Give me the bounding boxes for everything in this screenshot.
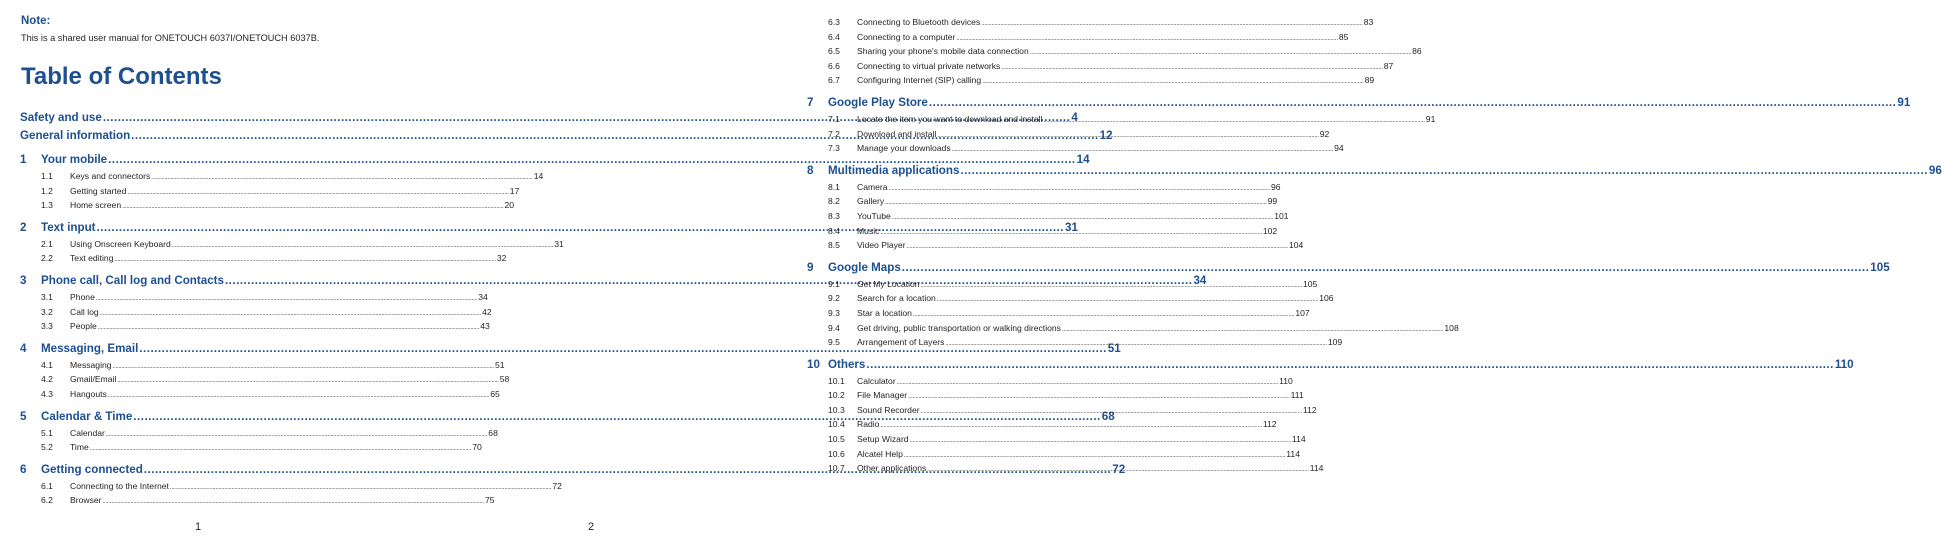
toc-entry-page: 32	[496, 253, 507, 264]
toc-entry-label: Calendar & Time	[41, 409, 133, 423]
dot-leader	[892, 211, 1273, 226]
toc-entry-page: 107	[1295, 307, 1310, 318]
toc-entry-page: 106	[1319, 293, 1334, 304]
toc-subentry[interactable]	[20, 237, 564, 252]
dot-leader	[981, 17, 1362, 32]
toc-entry-label: Google Maps	[828, 260, 901, 274]
toc-entry-page: 104	[1289, 240, 1304, 251]
toc-subentry[interactable]	[807, 59, 1394, 74]
toc-entry-number: 4.3	[41, 388, 53, 399]
dot-leader	[927, 463, 1308, 478]
note-title: Note:	[21, 15, 51, 27]
toc-entry-number: 10.1	[828, 375, 845, 386]
toc-entry-label: Star a location	[857, 307, 912, 318]
toc-entry-number: 9.4	[828, 322, 840, 333]
toc-subentry[interactable]	[807, 306, 1310, 321]
toc-entry-label: Getting started	[70, 185, 127, 196]
toc-entry-label: Phone call, Call log and Contacts	[41, 273, 224, 287]
toc-entry-page: 108	[1444, 322, 1459, 333]
toc-entry-number: 1.3	[41, 200, 53, 211]
toc-subentry[interactable]	[20, 372, 510, 387]
dot-leader	[1062, 323, 1443, 338]
dot-leader	[885, 196, 1266, 211]
toc-entry-page: 102	[1262, 225, 1278, 236]
toc-entry-page: 42	[482, 306, 492, 317]
toc-subentry[interactable]	[807, 209, 1289, 224]
toc-entry-page: 12	[1099, 129, 1113, 142]
toc-entry-number: 10.5	[828, 434, 845, 445]
dot-leader	[1043, 114, 1424, 129]
toc-entry-label: Phone	[70, 291, 95, 302]
toc-entry-number: 7.2	[828, 128, 840, 139]
toc-entry-number: 8.2	[828, 196, 840, 207]
toc-entry-number: 3.3	[41, 321, 53, 332]
toc-entry-number: 10.7	[828, 463, 845, 474]
dot-leader	[1001, 61, 1382, 76]
toc-entry-label: Alcatel Help	[857, 448, 903, 459]
toc-entry-label: Calculator	[857, 375, 896, 386]
toc-subentry[interactable]	[20, 440, 482, 455]
dot-leader	[937, 293, 1318, 308]
toc-entry-label: Using Onscreen Keyboard	[70, 238, 171, 249]
dot-leader	[910, 434, 1291, 449]
toc-entry-label: Messaging	[70, 359, 112, 370]
toc-entry-number: 5.2	[41, 442, 53, 453]
toc-entry-number: 4.2	[41, 374, 53, 385]
toc-entry-page: 65	[490, 388, 500, 399]
toc-entry-page: 114	[1309, 463, 1324, 474]
toc-chapter-entry[interactable]	[807, 259, 1890, 277]
toc-entry-number: 9.1	[828, 278, 840, 289]
toc-entry-label: Time	[70, 442, 89, 453]
toc-entry-number: 5	[20, 409, 27, 423]
toc-entry-label: Messaging, Email	[41, 341, 139, 355]
toc-entry-label: Others	[828, 357, 866, 371]
toc-chapter-entry[interactable]	[807, 94, 1911, 112]
page-number: 2	[588, 521, 595, 533]
toc-entry-label: Gmail/Email	[70, 374, 117, 385]
dot-leader	[952, 143, 1333, 158]
dot-leader	[937, 129, 1318, 144]
toc-entry-number: 10.2	[828, 390, 845, 401]
toc-entry-page: 109	[1327, 337, 1343, 348]
toc-subentry[interactable]	[20, 169, 544, 184]
toc-subentry[interactable]	[20, 493, 495, 508]
toc-entry-label: Your mobile	[41, 153, 108, 166]
toc-subentry[interactable]	[807, 238, 1304, 253]
toc-entry-page: 114	[1292, 434, 1306, 445]
toc-entry-page: 110	[1834, 357, 1854, 371]
toc-entry-number: 9	[807, 260, 814, 274]
toc-entry-label: Getting connected	[41, 462, 143, 476]
toc-subentry[interactable]	[807, 461, 1324, 476]
toc-entry-number: 7.1	[828, 113, 840, 124]
toc-subentry[interactable]	[807, 73, 1375, 88]
toc-entry-number: 7	[807, 95, 814, 109]
toc-entry-page: 43	[480, 321, 490, 332]
toc-entry-label: Calendar	[70, 427, 105, 438]
toc-entry-page: 105	[1303, 278, 1318, 289]
toc-entry-page: 92	[1319, 128, 1330, 139]
toc-subentry[interactable]	[807, 44, 1422, 59]
toc-entry-label: Keys and connectors	[70, 171, 151, 181]
toc-entry-page: 96	[1271, 181, 1281, 192]
toc-subentry[interactable]	[807, 127, 1330, 142]
toc-entry-label: Get driving, public transportation or walking directions	[857, 322, 1061, 333]
toc-entry-label: Safety and use	[20, 111, 102, 124]
toc-entry-number: 6.3	[828, 17, 840, 27]
toc-entry-label: Sharing your phone's mobile data connection	[857, 46, 1029, 57]
page-number: 1	[195, 521, 202, 533]
dot-leader	[889, 182, 1270, 197]
toc-entry-number: 6.2	[41, 495, 53, 506]
toc-entry-number: 8.4	[828, 225, 840, 236]
toc-subentry[interactable]	[20, 290, 488, 305]
dot-leader	[902, 259, 1870, 277]
note-text: This is a shared user manual for ONETOUCH 6037I/ONETOUCH 6037B.	[21, 33, 320, 43]
toc-entry-page: 94	[1334, 143, 1344, 154]
toc-entry-page: 105	[1870, 260, 1890, 274]
toc-entry-label: Camera	[857, 181, 888, 192]
toc-subentry[interactable]	[807, 447, 1300, 462]
toc-entry-number: 6.6	[828, 60, 840, 71]
toc-entry-page: 89	[1364, 75, 1375, 86]
toc-entry-page: 96	[1928, 163, 1942, 177]
toc-subentry[interactable]	[807, 194, 1278, 209]
toc-subentry[interactable]	[807, 291, 1334, 306]
toc-subentry[interactable]	[807, 224, 1278, 239]
dot-leader	[908, 390, 1289, 405]
toc-subentry[interactable]	[807, 321, 1459, 336]
toc-entry-page: 112	[1303, 404, 1317, 415]
toc-entry-page: 20	[504, 200, 515, 211]
toc-subentry[interactable]	[807, 403, 1317, 418]
toc-entry-label: Text editing	[70, 253, 114, 264]
toc-entry-number: 10	[807, 357, 820, 371]
toc-subentry[interactable]	[807, 112, 1436, 127]
toc-subentry[interactable]	[807, 141, 1344, 156]
toc-entry-page: 114	[1286, 448, 1300, 459]
toc-subentry[interactable]	[20, 426, 498, 441]
toc-entry-label: Search for a location	[857, 293, 936, 304]
dot-leader	[904, 449, 1285, 464]
toc-entry-number: 8.1	[828, 181, 840, 192]
toc-subentry[interactable]	[20, 319, 490, 334]
toc-entry-label: Get My Location	[857, 278, 920, 289]
toc-entry-number: 1.1	[41, 171, 53, 181]
toc-subentry[interactable]	[20, 184, 520, 199]
dot-leader	[880, 419, 1261, 434]
toc-entry-number: 2.1	[41, 238, 53, 249]
toc-subentry[interactable]	[20, 251, 507, 266]
toc-entry-number: 7.3	[828, 143, 840, 154]
toc-subentry[interactable]	[807, 432, 1306, 447]
toc-entry-label: General information	[20, 129, 131, 142]
toc-entry-number: 6.7	[828, 75, 840, 86]
toc-chapter-entry[interactable]	[807, 356, 1854, 374]
toc-entry-page: 99	[1267, 196, 1278, 207]
toc-entry-label: File Manager	[857, 390, 908, 401]
dot-leader	[1030, 46, 1411, 61]
toc-entry-page: 34	[1193, 273, 1207, 287]
toc-subentry[interactable]	[807, 30, 1349, 45]
toc-entry-label: Text input	[41, 220, 96, 234]
toc-entry-label: Browser	[70, 495, 102, 506]
toc-entry-label: Arrangement of Layers	[857, 337, 945, 348]
dot-leader	[982, 75, 1363, 90]
dot-leader	[945, 337, 1326, 352]
toc-subentry[interactable]	[807, 15, 1374, 30]
toc-entry-label: Home screen	[70, 200, 122, 211]
toc-entry-number: 2	[20, 220, 27, 234]
toc-entry-label: Connecting to a computer	[857, 31, 956, 42]
toc-entry-label: Setup Wizard	[857, 434, 909, 445]
toc-entry-page: 72	[552, 480, 562, 491]
toc-entry-page: 85	[1338, 31, 1349, 42]
toc-subentry[interactable]	[807, 417, 1277, 432]
toc-entry-label: Other applications	[857, 463, 927, 474]
toc-entry-page: 58	[499, 374, 510, 385]
toc-title: Table of Contents	[21, 63, 222, 90]
toc-entry-page: 4	[1071, 111, 1078, 124]
toc-chapter-entry[interactable]	[807, 162, 1942, 180]
toc-entry-label: Video Player	[857, 240, 906, 251]
toc-subentry[interactable]	[20, 479, 562, 494]
toc-entry-page: 14	[1076, 153, 1090, 166]
toc-entry-label: Hangouts	[70, 388, 107, 399]
toc-entry-page: 111	[1290, 390, 1304, 401]
toc-entry-number: 10.3	[828, 404, 845, 415]
toc-entry-page: 31	[554, 238, 564, 249]
toc-subentry[interactable]	[807, 388, 1304, 403]
toc-entry-page: 72	[1112, 462, 1126, 476]
toc-entry-page: 17	[509, 185, 520, 196]
toc-entry-page: 101	[1274, 210, 1289, 221]
toc-entry-number: 1	[20, 153, 27, 166]
dot-leader	[921, 405, 1302, 420]
toc-entry-label: Radio	[857, 419, 880, 430]
toc-entry-page: 110	[1279, 375, 1293, 386]
dot-leader	[921, 279, 1302, 294]
toc-entry-label: Manage your downloads	[857, 143, 951, 154]
toc-entry-label: Multimedia applications	[828, 163, 960, 177]
toc-entry-page: 68	[1101, 409, 1115, 423]
toc-entry-page: 87	[1383, 60, 1394, 71]
toc-entry-label: Gallery	[857, 196, 885, 207]
toc-entry-number: 6	[20, 462, 27, 476]
toc-entry-number: 8.3	[828, 210, 840, 221]
toc-entry-number: 9.2	[828, 293, 840, 304]
toc-entry-number: 8.5	[828, 240, 840, 251]
toc-entry-label: Connecting to the Internet	[70, 480, 169, 491]
toc-entry-label: Connecting to virtual private networks	[857, 60, 1001, 71]
toc-entry-label: Locate the item you want to download and install	[857, 113, 1043, 124]
toc-entry-label: Google Play Store	[828, 95, 928, 109]
toc-entry-number: 6.5	[828, 46, 840, 57]
toc-entry-page: 31	[1065, 220, 1078, 234]
toc-entry-number: 10.4	[828, 419, 845, 430]
toc-entry-number: 9.5	[828, 337, 840, 348]
toc-subentry[interactable]	[20, 305, 492, 320]
toc-entry-page: 51	[494, 359, 505, 370]
toc-entry-number: 8	[807, 163, 814, 177]
toc-entry-number: 1.2	[41, 185, 53, 196]
toc-entry-number: 4	[20, 341, 27, 355]
toc-subentry[interactable]	[807, 335, 1343, 350]
toc-entry-page: 68	[488, 427, 498, 438]
toc-entry-page: 83	[1363, 17, 1374, 27]
toc-entry-page: 34	[478, 291, 488, 302]
dot-leader	[897, 376, 1278, 391]
toc-entry-number: 9.3	[828, 307, 840, 318]
toc-entry-number: 6.1	[41, 480, 53, 491]
toc-entry-page: 112	[1262, 419, 1277, 430]
toc-entry-number: 3	[20, 273, 27, 287]
dot-leader	[960, 162, 1928, 180]
toc-subentry[interactable]	[807, 180, 1281, 195]
toc-entry-number: 3.2	[41, 306, 53, 317]
toc-subentry[interactable]	[807, 374, 1293, 389]
dot-leader	[929, 94, 1897, 112]
toc-entry-page: 51	[1107, 341, 1121, 355]
toc-entry-label: Configuring Internet (SIP) calling	[857, 75, 982, 86]
toc-subentry[interactable]	[20, 387, 500, 402]
toc-entry-number: 2.2	[41, 253, 53, 264]
toc-chapter-entry[interactable]	[20, 151, 1090, 169]
toc-entry-page: 91	[1897, 95, 1911, 109]
toc-subentry[interactable]	[20, 358, 505, 373]
dot-leader	[880, 226, 1261, 241]
toc-entry-label: Connecting to Bluetooth devices	[857, 17, 981, 27]
toc-entry-page: 70	[472, 442, 482, 453]
toc-entry-page: 75	[484, 495, 495, 506]
toc-entry-number: 6.4	[828, 31, 840, 42]
toc-entry-label: Download and install	[857, 128, 937, 139]
toc-entry-page: 91	[1425, 113, 1436, 124]
dot-leader	[907, 240, 1288, 255]
toc-entry-number: 4.1	[41, 359, 53, 370]
dot-leader	[866, 356, 1834, 374]
toc-entry-label: Call log	[70, 306, 99, 317]
toc-entry-number: 5.1	[41, 427, 53, 438]
toc-entry-label: Sound Recorder	[857, 404, 920, 415]
toc-entry-label: YouTube	[857, 210, 891, 221]
toc-entry-page: 86	[1412, 46, 1422, 57]
toc-subentry[interactable]	[20, 198, 515, 213]
toc-entry-number: 3.1	[41, 291, 53, 302]
toc-entry-number: 10.6	[828, 448, 845, 459]
toc-entry-page: 14	[533, 171, 544, 181]
toc-entry-label: People	[70, 321, 97, 332]
toc-entry-label: Music	[857, 225, 880, 236]
